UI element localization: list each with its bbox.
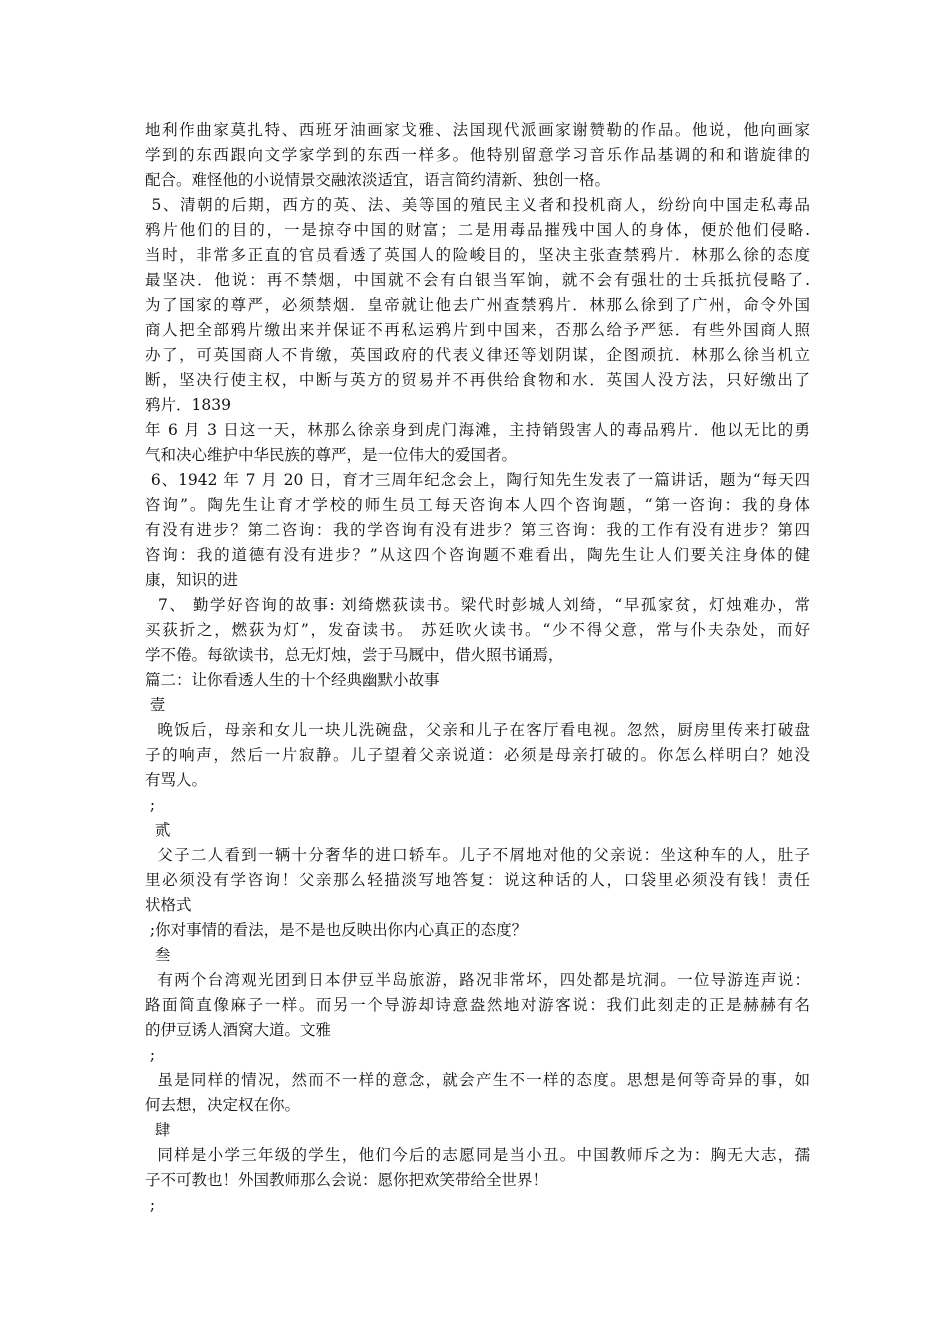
text-line: 当时，非常多正直的官员看透了英国人的险峻目的，坚决主张查禁鸦片．林那么徐的态度 <box>145 246 810 264</box>
text-line: 年 6 月 3 日这一天，林那么徐亲身到虎门海滩，主持销毁害人的毒品鸦片．他以无比的勇 <box>145 421 810 439</box>
text-line: 买荻折之，燃荻为灯”，发奋读书。 苏廷吹火读书。“少不得父意，常与仆夫杂处，而好 <box>145 621 810 639</box>
text-line: ; <box>145 796 156 814</box>
text-line: 贰 <box>145 821 171 839</box>
text-line: 为了国家的尊严，必须禁烟．皇帝就让他去广州查禁鸦片．林那么徐到了广州，命令外国 <box>145 296 810 314</box>
text-line: ;你对事情的看法，是不是也反映出你内心真正的态度？ <box>145 921 528 939</box>
text-line: 子不可教也！外国教师那么会说：愿你把欢笑带给全世界！ <box>145 1171 549 1189</box>
text-line: 康，知识的进 <box>145 571 239 589</box>
text-line: ; <box>145 1196 156 1214</box>
text-line: 有骂人。 <box>145 771 208 789</box>
text-line: 状格式 <box>145 896 192 914</box>
text-line: 鸦片他们的目的，一是掠夺中国的财富；二是用毒品摧残中国人的身体，便於他们侵略. <box>145 221 810 239</box>
text-line: 地利作曲家莫扎特、西班牙油画家戈雅、法国现代派画家谢赞勒的作品。他说，他向画家 <box>145 121 810 139</box>
text-line: 断，坚决行使主权，中断与英方的贸易并不再供给食物和水．英国人没方法，只好缴出了 <box>145 371 810 389</box>
text-line: 的伊豆诱人酒窝大道。文雅 <box>145 1021 332 1039</box>
text-line: 商人把全部鸦片缴出来并保证不再私运鸦片到中国来，否那么给予严惩．有些外国商人照 <box>145 321 810 339</box>
text-line: 配合。难怪他的小说情景交融浓淡适宜，语言简约清新、独创一格。 <box>145 171 611 189</box>
text-line: 学不倦。每欲读书，总无灯烛，尝于马厩中，借火照书诵焉， <box>145 646 564 664</box>
text-line: 同样是小学三年级的学生，他们今后的志愿同是当小丑。中国教师斥之为：胸无大志，孺 <box>145 1146 810 1164</box>
text-line: 虽是同样的情况，然而不一样的意念，就会产生不一样的态度。思想是何等奇异的事，如 <box>145 1071 810 1089</box>
text-line: 有没有进步？第二咨询：我的学咨询有没有进步？第三咨询：我的工作有没有进步？第四 <box>145 521 810 539</box>
text-line: 篇二：让你看透人生的十个经典幽默小故事 <box>145 671 440 689</box>
text-line: 鸦片．1839 <box>145 396 231 414</box>
text-line: 里必须没有学咨询！父亲那么轻描淡写地答复：说这种话的人，口袋里必须没有钱！责任 <box>145 871 810 889</box>
text-line: 5、清朝的后期，西方的英、法、美等国的殖民主义者和投机商人，纷纷向中国走私毒品 <box>145 196 810 214</box>
text-line: 7、 勤学好咨询的故事: 刘绮燃荻读书。梁代时彭城人刘绮，“早孤家贫，灯烛难办，常 <box>145 596 810 614</box>
text-line: 叁 <box>145 946 171 964</box>
text-line: 路面简直像麻子一样。而另一个导游却诗意盎然地对游客说：我们此刻走的正是赫赫有名 <box>145 996 810 1014</box>
text-line: 最坚决．他说：再不禁烟，中国就不会有白银当军饷，就不会有强壮的士兵抵抗侵略了. <box>145 271 810 289</box>
text-line: 6、1942 年 7 月 20 日，育才三周年纪念会上，陶行知先生发表了一篇讲话，题为“每天四 <box>145 471 810 489</box>
text-line: 学到的东西跟向文学家学到的东西一样多。他特别留意学习音乐作品基调的和和谐旋律的 <box>145 146 810 164</box>
text-line: 子的响声，然后一片寂静。儿子望着父亲说道：必须是母亲打破的。你怎么样明白？她没 <box>145 746 810 764</box>
text-line: 父子二人看到一辆十分奢华的进口轿车。儿子不屑地对他的父亲说：坐这种车的人，肚子 <box>145 846 810 864</box>
text-line: 晚饭后，母亲和女儿一块儿洗碗盘，父亲和儿子在客厅看电视。忽然，厨房里传来打破盘 <box>145 721 810 739</box>
text-line: ; <box>145 1046 156 1064</box>
text-line: 肆 <box>145 1121 171 1139</box>
text-line: 壹 <box>145 696 166 714</box>
document-page <box>145 118 810 1218</box>
text-line: 何去想，决定权在你。 <box>145 1096 301 1114</box>
text-line: 咨询：我的道德有没有进步？”从这四个咨询题不难看出，陶先生让人们要关注身体的健 <box>145 546 810 564</box>
text-line: 气和决心维护中华民族的尊严，是一位伟大的爱国者。 <box>145 446 518 464</box>
text-line: 咨询”。陶先生让育才学校的师生员工每天咨询本人四个咨询题，“第一咨询：我的身体 <box>145 496 810 514</box>
text-line: 办了，可英国商人不肯缴，英国政府的代表义律还等划阴谋，企图顽抗．林那么徐当机立 <box>145 346 810 364</box>
text-line: 有两个台湾观光团到日本伊豆半岛旅游，路况非常坏，四处都是坑洞。一位导游连声说： <box>145 971 810 989</box>
